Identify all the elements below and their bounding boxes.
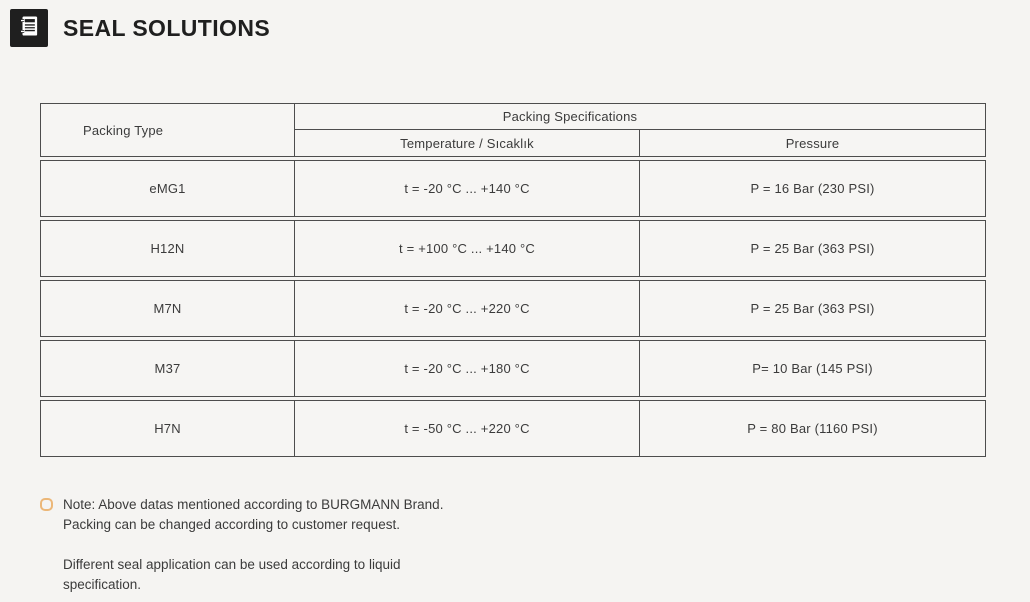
- header-sub-row: [295, 130, 985, 156]
- table-row: [40, 220, 986, 277]
- note-line: Packing can be changed according to customer request.: [63, 517, 400, 532]
- note-bullet-icon: [40, 498, 53, 511]
- header-packing-specifications-label: Packing Specifications: [502, 109, 638, 124]
- table-row: [40, 160, 986, 217]
- cell-temperature: t = -20 °C ... +220 °C: [295, 281, 640, 336]
- cell-packing-type: M7N: [41, 281, 295, 336]
- cell-pressure: P = 80 Bar (1160 PSI): [747, 421, 878, 436]
- header-packing-type-label: Packing Type: [83, 122, 164, 138]
- note-line: Note: Above datas mentioned according to BURGMANN Brand.: [63, 497, 444, 512]
- header-pressure: [640, 130, 985, 156]
- notebook-icon: [16, 13, 42, 44]
- header-temperature: [295, 130, 640, 156]
- header-specifications-group: [295, 104, 985, 156]
- cell-packing-type: H7N: [41, 401, 295, 456]
- cell-packing-type: eMG1: [41, 161, 295, 216]
- cell-packing-type: M37: [41, 341, 295, 396]
- table-row: [40, 400, 986, 457]
- page-header: [10, 9, 270, 47]
- title-icon-box: [10, 9, 48, 47]
- cell-temperature: t = +100 °C ... +140 °C: [295, 221, 640, 276]
- header-pressure-label: Pressure: [785, 135, 840, 151]
- cell-temperature: t = -20 °C ... +140 °C: [295, 161, 640, 216]
- header-packing-specifications: [295, 104, 985, 130]
- cell-pressure: P= 10 Bar (145 PSI): [752, 361, 873, 376]
- table-row: [40, 340, 986, 397]
- note-block: [40, 495, 443, 595]
- header-packing-type: [41, 104, 295, 156]
- cell-packing-type: H12N: [41, 221, 295, 276]
- table-header: [40, 103, 986, 157]
- table-row: [40, 280, 986, 337]
- cell-temperature: t = -20 °C ... +180 °C: [295, 341, 640, 396]
- cell-pressure: P = 25 Bar (363 PSI): [750, 301, 875, 316]
- note-line: specification.: [63, 577, 142, 592]
- packing-specifications-table: [40, 103, 986, 457]
- cell-temperature: t = -50 °C ... +220 °C: [295, 401, 640, 456]
- cell-pressure: P = 16 Bar (230 PSI): [750, 181, 875, 196]
- page-title: SEAL SOLUTIONS: [63, 14, 271, 41]
- cell-pressure: P = 25 Bar (363 PSI): [750, 241, 875, 256]
- note-text: [63, 495, 443, 595]
- note-line: Different seal application can be used according to liquid: [63, 557, 401, 572]
- header-temperature-label: Temperature / Sıcaklık: [400, 135, 534, 151]
